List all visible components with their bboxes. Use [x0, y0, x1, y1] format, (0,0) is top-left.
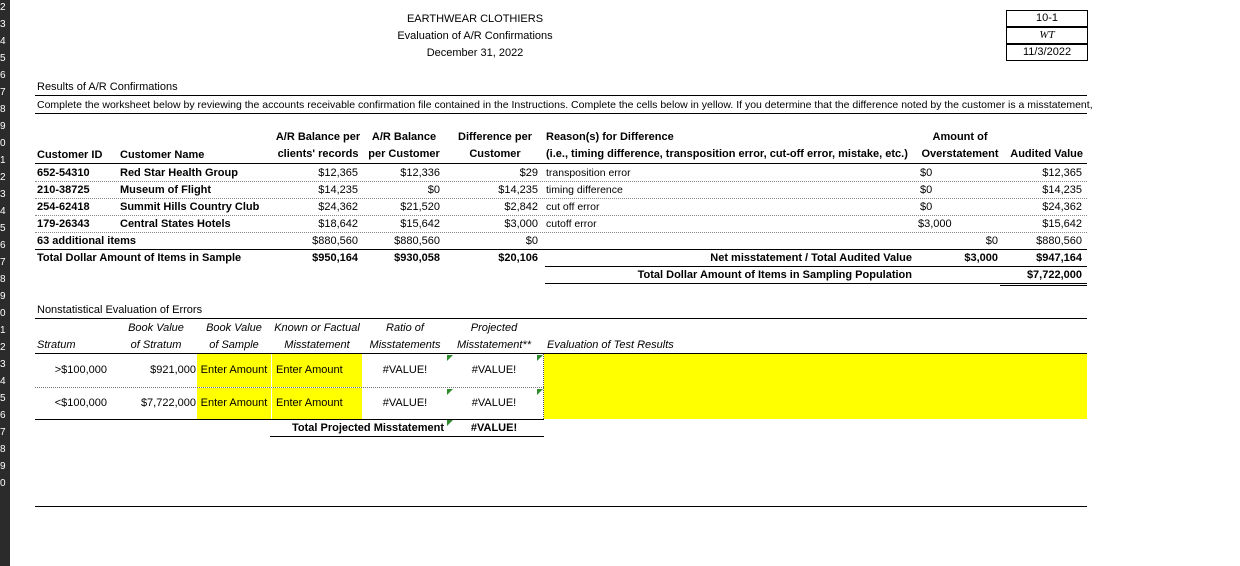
additional-items-label: 63 additional items — [37, 235, 137, 247]
total-clients[interactable]: $950,164 — [312, 252, 358, 264]
divider — [35, 249, 1087, 250]
balance-clients: $14,235 — [318, 184, 358, 196]
difference: $14,235 — [498, 184, 538, 196]
divider — [270, 436, 544, 437]
row-number[interactable]: 0 — [0, 478, 6, 489]
ratio-value: #VALUE! — [382, 364, 428, 376]
header-underline — [35, 163, 1087, 164]
col-reason: Reason(s) for Difference — [546, 131, 674, 143]
error-marker-icon — [537, 389, 543, 395]
row-number[interactable]: 8 — [0, 104, 6, 115]
col-difference-line2: Customer — [469, 148, 521, 160]
row-number[interactable]: 8 — [0, 274, 6, 285]
divider — [545, 266, 1087, 267]
customer-id: 210-38725 — [37, 184, 90, 196]
divider — [35, 506, 1087, 507]
known-misstatement-input[interactable]: Enter Amount — [276, 364, 343, 376]
divider — [35, 318, 1087, 319]
total-audited[interactable]: $947,164 — [1036, 252, 1082, 264]
customer-id: 179-26343 — [37, 218, 90, 230]
total-projected-value[interactable]: #VALUE! — [470, 422, 518, 434]
book-value-stratum: $7,722,000 — [140, 397, 196, 409]
col-stratum: Stratum — [37, 339, 76, 351]
col-reason-line2: (i.e., timing difference, transposition error, cut-off error, mistake, etc.) — [546, 148, 908, 160]
balance-customer: $21,520 — [400, 201, 440, 213]
workpaper-reference[interactable]: 10-1 — [1006, 10, 1088, 27]
row-number[interactable]: 5 — [0, 53, 6, 64]
col-projected-line2: Misstatement** — [457, 339, 531, 351]
row-number[interactable]: 3 — [0, 19, 6, 30]
net-misstatement-label: Net misstatement / Total Audited Value — [710, 252, 912, 264]
row-divider — [35, 198, 1087, 199]
divider — [35, 113, 1087, 114]
known-misstatement-input[interactable]: Enter Amount — [276, 397, 343, 409]
row-number[interactable]: 7 — [0, 257, 6, 268]
col-difference: Difference per — [458, 131, 532, 143]
divider — [543, 354, 544, 419]
overstatement[interactable]: $3,000 — [918, 218, 952, 230]
difference: $2,842 — [504, 201, 538, 213]
worksheet-title: Evaluation of A/R Confirmations — [397, 30, 553, 42]
divider — [35, 387, 544, 388]
row-number[interactable]: 3 — [0, 359, 6, 370]
row-number[interactable]: 2 — [0, 342, 6, 353]
double-underline — [1000, 285, 1087, 286]
row-number[interactable]: 4 — [0, 36, 6, 47]
row-divider — [35, 181, 1087, 182]
row-number[interactable]: 1 — [0, 325, 6, 336]
col-known-misstatement: Known or Factual — [274, 322, 360, 334]
prepared-date[interactable]: 11/3/2022 — [1006, 44, 1088, 61]
audited-value: $15,642 — [1042, 218, 1082, 230]
row-number[interactable]: 2 — [0, 2, 6, 13]
col-ratio: Ratio of — [386, 322, 424, 334]
row-number[interactable]: 2 — [0, 172, 6, 183]
reason[interactable]: transposition error — [546, 167, 631, 179]
stratum: <$100,000 — [54, 397, 107, 409]
preparer-initials[interactable]: WT — [1006, 27, 1088, 44]
col-audited-value: Audited Value — [1010, 148, 1083, 160]
row-number[interactable]: 1 — [0, 155, 6, 166]
ratio-value: #VALUE! — [382, 397, 428, 409]
col-overstatement: Amount of — [932, 131, 988, 143]
book-value-stratum: $921,000 — [150, 364, 196, 376]
col-customer-id: Customer ID — [37, 149, 103, 161]
col-overstatement-line2: Overstatement — [921, 148, 999, 160]
row-number[interactable]: 9 — [0, 291, 6, 302]
row-divider — [35, 232, 1087, 233]
audited-value: $12,365 — [1042, 167, 1082, 179]
divider — [35, 95, 1087, 96]
overstatement[interactable]: $0 — [920, 167, 933, 179]
col-balance-clients: A/R Balance per — [275, 131, 361, 143]
overstatement[interactable]: $0 — [920, 201, 933, 213]
reason[interactable]: timing difference — [546, 184, 623, 196]
difference: $29 — [519, 167, 538, 179]
audited-value: $24,362 — [1042, 201, 1082, 213]
row-number[interactable]: 3 — [0, 189, 6, 200]
col-evaluation: Evaluation of Test Results — [547, 339, 674, 351]
reason[interactable]: cutoff error — [546, 218, 597, 230]
row-number[interactable]: 7 — [0, 427, 6, 438]
customer-id: 254-62418 — [37, 201, 90, 213]
row-number[interactable]: 6 — [0, 240, 6, 251]
col-ratio-line2: Misstatements — [369, 339, 441, 351]
row-number[interactable]: 4 — [0, 376, 6, 387]
balance-clients: $18,642 — [318, 218, 358, 230]
worksheet-date: December 31, 2022 — [426, 47, 524, 59]
divider — [35, 419, 544, 420]
col-customer-name: Customer Name — [120, 149, 205, 161]
balance-customer: $15,642 — [400, 218, 440, 230]
sample-value-input[interactable]: Enter Amount — [200, 364, 268, 376]
population-value[interactable]: $7,722,000 — [1026, 269, 1082, 281]
total-diff[interactable]: $20,106 — [498, 252, 538, 264]
col-balance-clients-line2: clients' records — [277, 148, 359, 160]
row-number[interactable]: 5 — [0, 223, 6, 234]
overstatement[interactable]: $0 — [920, 184, 933, 196]
additional-customer[interactable]: $880,560 — [394, 235, 440, 247]
additional-diff[interactable]: $0 — [525, 235, 538, 247]
error-marker-icon — [447, 389, 453, 395]
sample-value-input[interactable]: Enter Amount — [200, 397, 268, 409]
row-number[interactable]: 0 — [0, 138, 6, 149]
row-number[interactable]: 7 — [0, 87, 6, 98]
row-number[interactable]: 8 — [0, 444, 6, 455]
col-book-sample-line2: of Sample — [209, 339, 259, 351]
section-title-confirmations: Results of A/R Confirmations — [37, 81, 178, 93]
section-title-nonstatistical: Nonstatistical Evaluation of Errors — [37, 304, 203, 316]
row-number[interactable]: 4 — [0, 206, 6, 217]
company-name: EARTHWEAR CLOTHIERS — [406, 13, 544, 25]
row-number[interactable]: 9 — [0, 121, 6, 132]
row-number[interactable]: 6 — [0, 70, 6, 81]
error-marker-icon — [447, 355, 453, 361]
additional-overstatement[interactable]: $0 — [985, 235, 998, 247]
population-label: Total Dollar Amount of Items in Sampling Population — [637, 269, 912, 281]
total-overstatement[interactable]: $3,000 — [964, 252, 998, 264]
difference: $3,000 — [504, 218, 538, 230]
col-book-sample: Book Value — [206, 322, 262, 334]
balance-clients: $12,365 — [318, 167, 358, 179]
additional-audited[interactable]: $880,560 — [1036, 235, 1082, 247]
projected-value: #VALUE! — [471, 364, 517, 376]
row-divider — [35, 215, 1087, 216]
total-projected-label: Total Projected Misstatement — [292, 422, 444, 434]
col-book-stratum: Book Value — [128, 322, 184, 334]
row-number[interactable]: 5 — [0, 393, 6, 404]
balance-customer: $12,336 — [400, 167, 440, 179]
customer-name: Red Star Health Group — [120, 167, 238, 179]
instructions-text: Complete the worksheet below by reviewing the accounts receivable confirmation file contained in the Instructions. Complete the cells below in yellow. If you determine that the difference noted by the customer is a misstatement, — [37, 99, 1093, 111]
balance-customer: $0 — [427, 184, 440, 196]
customer-name: Summit Hills Country Club — [120, 201, 260, 213]
divider — [545, 283, 1087, 284]
error-marker-icon — [537, 355, 543, 361]
projected-value: #VALUE! — [471, 397, 517, 409]
col-balance-customer: A/R Balance — [371, 131, 437, 143]
customer-name: Museum of Flight — [120, 184, 212, 196]
customer-id: 652-54310 — [37, 167, 90, 179]
additional-clients[interactable]: $880,560 — [312, 235, 358, 247]
evaluation-input[interactable] — [544, 354, 1087, 419]
row-number[interactable]: 0 — [0, 308, 6, 319]
customer-name: Central States Hotels — [120, 218, 231, 230]
reason[interactable]: cut off error — [546, 201, 600, 213]
row-number[interactable]: 6 — [0, 410, 6, 421]
col-book-stratum-line2: of Stratum — [130, 339, 182, 351]
total-sample-label: Total Dollar Amount of Items in Sample — [37, 252, 242, 264]
total-customer[interactable]: $930,058 — [394, 252, 440, 264]
stratum: >$100,000 — [54, 364, 107, 376]
col-balance-customer-line2: per Customer — [368, 148, 440, 160]
audited-value: $14,235 — [1042, 184, 1082, 196]
col-known-misstatement-line2: Misstatement — [284, 339, 350, 351]
row-number[interactable]: 9 — [0, 461, 6, 472]
balance-clients: $24,362 — [318, 201, 358, 213]
col-projected: Projected — [470, 322, 518, 334]
